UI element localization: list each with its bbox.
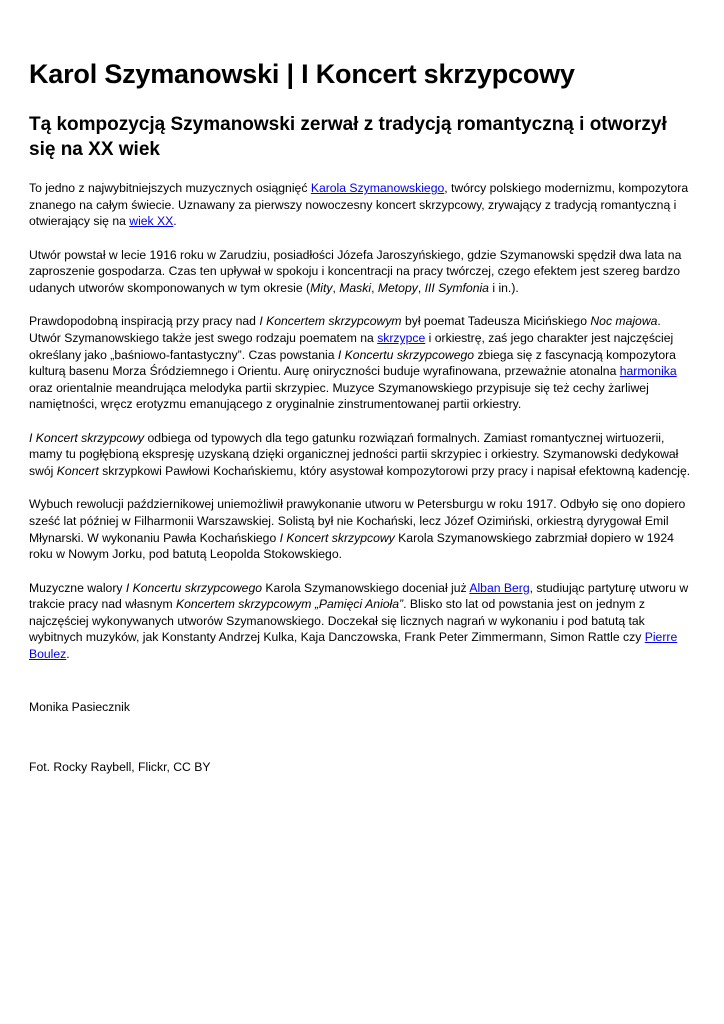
text: Wybuch rewolucji październikowej uniemożliwił prawykonanie utworu w Petersburgu w roku 1917. Odbyło się ono dopiero sześć lat później w Filharmonii Warszawskiej. Solistą był nie Kochański, lecz Józef Ozimiński, orkiestrą dyrygował Emil Młynarski. W wykonaniu Pawła Kochańskiego (29, 497, 686, 545)
link-alban-berg[interactable]: Alban Berg (469, 580, 530, 595)
work-title: Metopy (377, 281, 418, 296)
text: odbiega od typowych dla tego gatunku rozwiązań formalnych. Zamiast romantycznej wirtuozerii, mamy tu pogłębioną ekspresję uzyskaną dzięki organicznej jedności partii skrzypiec i orkiestry. Szymanowski dedykował swój (29, 430, 679, 478)
separator: , (371, 281, 378, 296)
paragraph-legacy (29, 580, 695, 663)
page-title: Karol Szymanowski | I Koncert skrzypcowy (29, 59, 575, 89)
separator: , (332, 281, 340, 296)
paragraph-origin (29, 247, 695, 297)
work-title: Mity (310, 281, 333, 296)
link-pierre-boulez[interactable]: Pierre Boulez (29, 630, 678, 661)
text: Utwór powstał w lecie 1916 roku w Zarudziu, posiadłości Józefa Jaroszyńskiego, gdzie Szymanowski spędził dwa lata na zaproszenie gospodarza. Czas ten upływał w spokoju i koncentracji na pracy twórczej, czego efektem jest szereg bardzo udanych utworów skomponowanych w tym okresie ( (29, 247, 682, 296)
work-title: Koncertem skrzypcowym „Pamięci Anioła” (175, 597, 404, 612)
text: skrzypkowi Pawłowi Kochańskiemu, który asystował kompozytorowi przy pracy i napisał efektowną kadencję. (98, 463, 691, 478)
text: zbiega się z fascynacją kompozytora kulturą basenu Morza Śródziemnego i Orientu. Aurę oniryczności buduje wyrafinowana, przeważnie atonalna (29, 347, 676, 379)
text: To jedno z najwybitniejszych muzycznych osiągnięć (29, 181, 311, 196)
paragraph-inspiration (29, 313, 695, 413)
page-subtitle: Tą kompozycją Szymanowski zerwał z tradycją romantyczną i otworzył się na XX wiek (29, 113, 667, 161)
text: . (173, 214, 177, 229)
work-title: I Koncertu skrzypcowego (125, 580, 263, 595)
text: oraz orientalnie meandrująca melodyka partii skrzypiec. Muzyce Szymanowskiego przypisuje się też cechy żarliwej namiętności, wręcz erotyzmu emanującego z oryginalnie zinstrumentowanej partii orkiestry. (29, 380, 649, 412)
work-title: Koncert (56, 463, 99, 478)
text: był poemat Tadeusza Micińskiego (401, 314, 591, 329)
separator: , (417, 281, 425, 296)
text: , studiując partyturę utworu w trakcie pracy nad własnym (29, 580, 689, 612)
text: Karola Szymanowskiego doceniał już (262, 580, 470, 595)
paragraph-intro (29, 180, 695, 230)
text: i in.). (488, 281, 519, 296)
link-harmonika[interactable]: harmonika (619, 364, 677, 379)
photo-credit: Fot. Rocky Raybell, Flickr, CC BY (29, 760, 211, 775)
author-signature: Monika Pasiecznik (29, 699, 130, 714)
text: Karola Szymanowskiego zabrzmiał dopiero w 1924 roku w Nowym Jorku, pod batutą Leopolda Stokowskiego. (29, 530, 674, 562)
text: , twórcy polskiego modernizmu, kompozytora znanego na całym świecie. Uznawany za pierwszy nowoczesny koncert skrzypcowy, zrywający z tradycją romantyczną i otwierający się na (29, 181, 689, 229)
link-karol-szymanowski[interactable]: Karola Szymanowskiego (310, 181, 445, 196)
work-title: Noc majowa (590, 314, 658, 329)
text: Prawdopodobną inspiracją przy pracy nad (29, 314, 260, 329)
text: i orkiestrę, zaś jego charakter jest najczęściej określany jako „baśniowo-fantastyczny”. Czas powstania (29, 331, 674, 362)
paragraph-premiere (29, 496, 695, 562)
article (29, 58, 695, 793)
work-title: Maski (339, 281, 372, 296)
work-title: I Koncert skrzypcowy (279, 530, 395, 545)
work-title: I Koncert skrzypcowy (29, 430, 145, 445)
link-skrzypce[interactable]: skrzypce (377, 331, 426, 346)
text: . (66, 646, 70, 661)
link-wiek-xx[interactable]: wiek XX (129, 214, 174, 229)
work-title: III Symfonia (424, 281, 489, 296)
text: . Utwór Szymanowskiego także jest swego rodzaju poematem na (29, 314, 661, 346)
text: Muzyczne walory (29, 580, 126, 595)
work-title: I Koncertem skrzypcowym (259, 314, 402, 329)
work-title: I Koncertu skrzypcowego (337, 347, 475, 362)
paragraph-form (29, 430, 695, 480)
text: . Blisko sto lat od powstania jest on jednym z najczęściej wykonywanych utworów Szymanowskiego. Doczekał się licznych nagrań w wykonaniu i pod batutą tak wybitnych muzyków, jak Konstanty Andrzej Kulka, Kaja Danczowska, Frank Peter Zimmermann, Simon Rattle czy (29, 597, 645, 645)
